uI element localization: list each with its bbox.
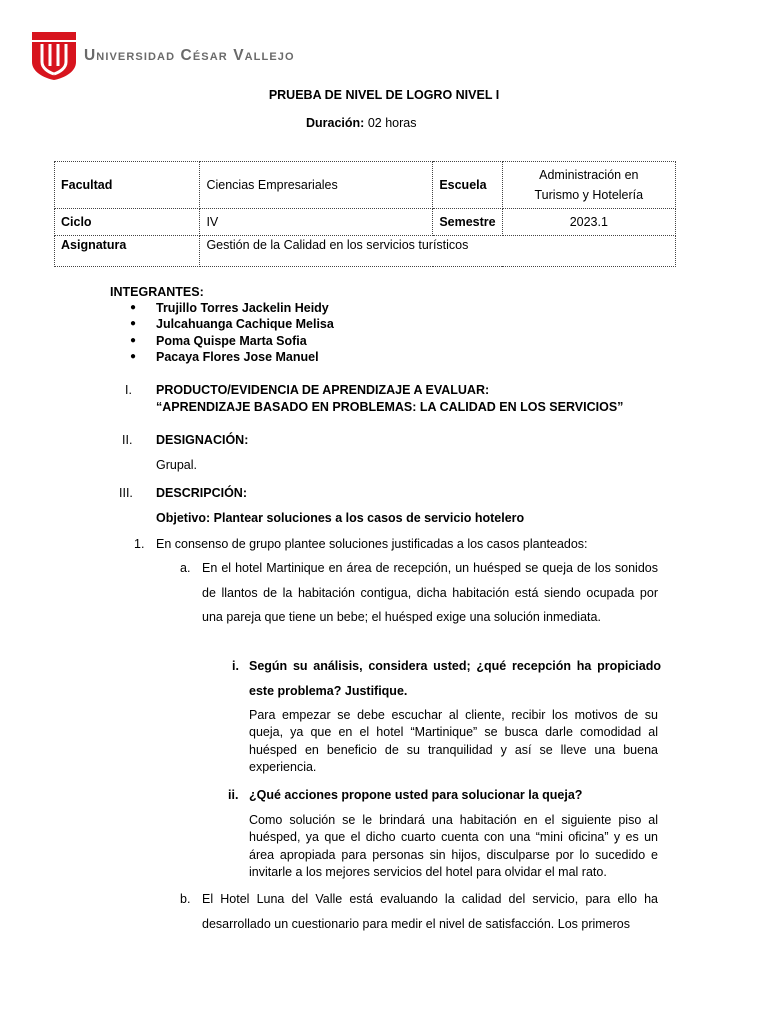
section-2-number: II. xyxy=(122,433,133,447)
list-item: ● Pacaya Flores Jose Manuel xyxy=(130,349,334,365)
section-3-number: III. xyxy=(119,486,133,500)
question-2-text: ¿Qué acciones propone usted para solucionar la queja? xyxy=(249,788,583,802)
table-row xyxy=(55,209,676,236)
ucv-crest-icon xyxy=(32,32,76,80)
case-b-number: b. xyxy=(180,892,191,906)
table-row xyxy=(55,236,676,267)
exam-duration xyxy=(306,116,416,130)
duration-value: 02 horas xyxy=(364,116,417,130)
item-1-number: 1. xyxy=(134,537,145,551)
section-1-subtitle: “APRENDIZAJE BASADO EN PROBLEMAS: LA CALIDAD EN LOS SERVICIOS” xyxy=(156,400,624,414)
section-1-number: I. xyxy=(125,383,132,397)
ciclo-value: IV xyxy=(200,209,433,236)
escuela-value-line-1: Administración en xyxy=(539,168,639,182)
asignatura-label: Asignatura xyxy=(55,236,200,267)
question-1-number: i. xyxy=(232,659,239,673)
semestre-value: 2023.1 xyxy=(502,209,675,236)
answer-1-text: Para empezar se debe escuchar al cliente, recibir los motivos de su queja, ya que en el hotel “Martinique” se busca darle comodidad al huésped en beneficio de su tranquilidad y así se lleve una buena experiencia. xyxy=(249,708,658,774)
list-item: ● Poma Quispe Marta Sofia xyxy=(130,333,334,349)
exam-title: PRUEBA DE NIVEL DE LOGRO NIVEL I xyxy=(268,88,500,102)
ciclo-label: Ciclo xyxy=(55,209,200,236)
case-b-text: El Hotel Luna del Valle está evaluando la calidad del servicio, para ello ha desarrollado un cuestionario para medir el nivel de satisfacción. Los primeros xyxy=(202,892,658,931)
duration-label: Duración: xyxy=(306,116,365,130)
table-row xyxy=(55,162,676,209)
escuela-value xyxy=(502,162,675,209)
answer-2-text: Como solución se le brindará una habitación en el siguiente piso al huésped, ya que el dicho cuarto cuenta con una “mini oficina” y es un área apropiada para personas sin hijos, disculparse por lo sucedido e invitarle a los mejores servicios del hotel para olvidar el mal rato. xyxy=(249,813,658,879)
escuela-label: Escuela xyxy=(433,162,502,209)
item-1-text: En consenso de grupo plantee soluciones justificadas a los casos planteados: xyxy=(156,537,588,551)
integrantes-label: INTEGRANTES: xyxy=(110,285,204,299)
list-item: ● Trujillo Torres Jackelin Heidy xyxy=(130,300,334,316)
case-a-text: En el hotel Martinique en área de recepción, un huésped se queja de los sonidos de llantos de la habitación contigua, dicha habitación está siendo ocupada por una pareja que tiene un bebe; el huésped exige una solución inmediata. xyxy=(202,561,658,625)
question-2-number: ii. xyxy=(228,788,239,802)
section-2-title: DESIGNACIÓN: xyxy=(156,433,249,447)
section-2-value: Grupal. xyxy=(156,458,197,472)
asignatura-value: Gestión de la Calidad en los servicios turísticos xyxy=(200,236,676,267)
university-name: Universidad César Vallejo xyxy=(84,47,295,64)
course-info-table xyxy=(54,161,676,267)
escuela-value-line-2: Turismo y Hotelería xyxy=(534,188,644,202)
semestre-label: Semestre xyxy=(433,209,502,236)
section-1-title: PRODUCTO/EVIDENCIA DE APRENDIZAJE A EVALUAR: xyxy=(156,383,490,397)
facultad-value: Ciencias Empresariales xyxy=(200,162,433,209)
university-logo xyxy=(32,32,295,80)
section-3-title: DESCRIPCIÓN: xyxy=(156,486,247,500)
facultad-label: Facultad xyxy=(55,162,200,209)
members-list xyxy=(130,300,334,365)
list-item: ● Julcahuanga Cachique Melisa xyxy=(130,316,334,332)
objective-text: Objetivo: Plantear soluciones a los casos de servicio hotelero xyxy=(156,511,525,525)
case-a-number: a. xyxy=(180,561,191,575)
question-1-text: Según su análisis, considera usted; ¿qué recepción ha propiciado este problema? Justifique. xyxy=(249,659,661,698)
